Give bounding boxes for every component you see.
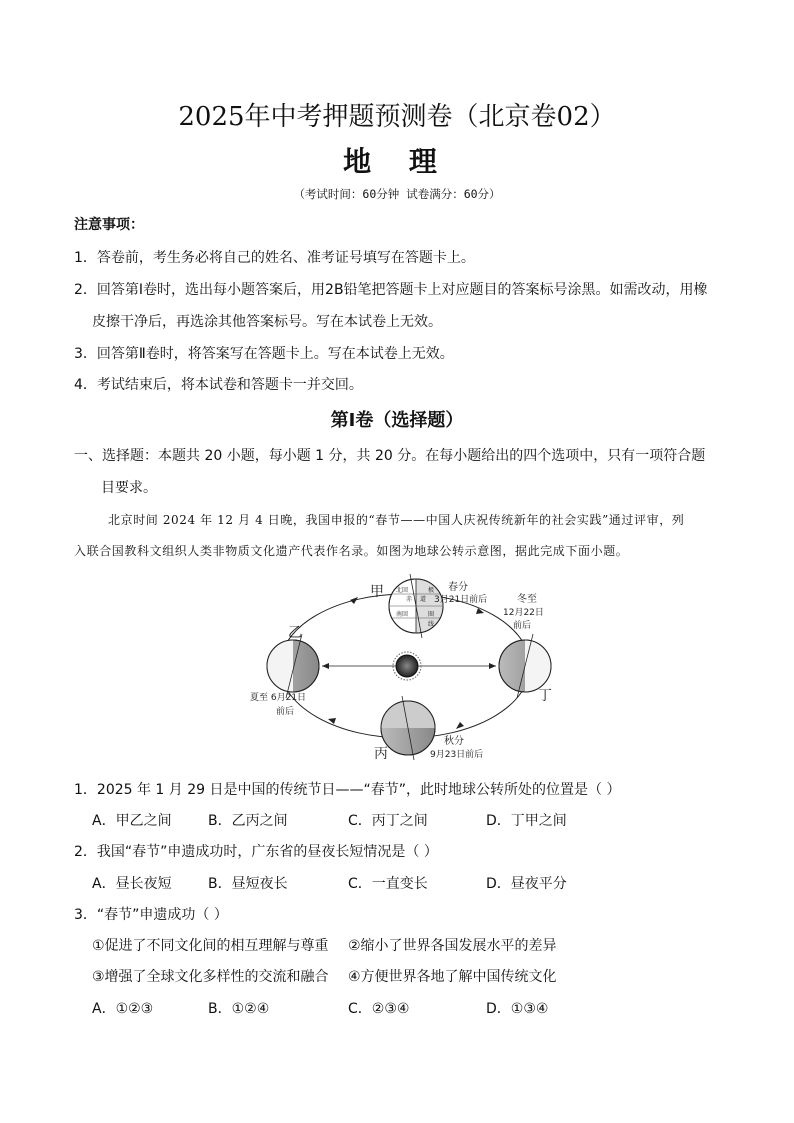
question-1-option-d[interactable]: D．丁甲之间 (486, 813, 567, 829)
notice-item-1: 1．答卷前，考生务必将自己的姓名、准考证号填写在答题卡上。 (74, 250, 475, 266)
question-1-option-c[interactable]: C．丙丁之间 (348, 813, 428, 829)
orbit-arrow-icon (476, 608, 484, 614)
notice-heading: 注意事项： (74, 217, 144, 233)
notice-item-2: 2．回答第Ⅰ卷时，选出每小题答案后，用2B铅笔把答题卡上对应题目的答案标号涂黑。如需改动，用橡 (74, 282, 708, 298)
passage-line-2: 入联合国教科文组织人类非物质文化遗产代表作名录。如图为地球公转示意图，据此完成下面小题。 (74, 544, 629, 558)
orbit-arrow-icon (350, 597, 358, 604)
question-1-stem: 1．2025 年 1 月 29 日是中国的传统节日——“春节”，此时地球公转所处的位置是（ ） (74, 782, 621, 798)
svg-text:道: 道 (420, 596, 427, 603)
label-jia: 甲 (370, 584, 384, 600)
question-2-option-d[interactable]: D．昼夜平分 (486, 876, 567, 892)
globe-left-icon (267, 634, 319, 698)
question-3-statement-2: ②缩小了世界各国发展水平的差异 (348, 938, 557, 954)
earth-revolution-diagram (250, 568, 560, 764)
question-2-option-c[interactable]: C．一直变长 (348, 876, 428, 892)
svg-text:南回: 南回 (396, 611, 409, 618)
section-title: 第Ⅰ卷（选择题） (330, 410, 464, 431)
svg-text:圈: 圈 (428, 611, 435, 618)
svg-text:赤: 赤 (406, 596, 413, 603)
question-2-option-b[interactable]: B．昼短夜长 (208, 876, 288, 892)
notice-item-3: 3．回答第Ⅱ卷时，将答案写在答题卡上。写在本试卷上无效。 (74, 346, 454, 362)
exam-title: 2025年中考押题预测卷（北京卷02） (178, 102, 616, 132)
label-dongzhi: 冬至 (517, 594, 537, 605)
sun-icon (396, 655, 418, 677)
question-3-stem: 3．“春节”申遗成功（ ） (74, 907, 228, 923)
section-instructions-cont: 目要求。 (101, 480, 157, 496)
svg-text:极: 极 (428, 587, 435, 594)
section-instructions: 一、选择题：本题共 20 小题，每小题 1 分，共 20 分。在每小题给出的四个选项中，只有一项符合题 (74, 448, 706, 464)
svg-text:北回: 北回 (396, 587, 409, 594)
passage-line-1: 北京时间 2024 年 12 月 4 日晚，我国申报的“春节——中国人庆祝传统新年的社会实践”通过评审，列 (108, 513, 685, 527)
question-1-option-a[interactable]: A．甲乙之间 (92, 813, 172, 829)
subject-title: 地 理 (343, 145, 451, 178)
label-qiufen-date: 9月23日前后 (430, 750, 484, 760)
question-3-option-d[interactable]: D．①③④ (486, 1001, 549, 1017)
svg-text:线: 线 (428, 621, 435, 628)
question-3-option-c[interactable]: C．②③④ (348, 1001, 410, 1017)
globe-bottom-icon (381, 696, 435, 760)
exam-info: （考试时间：60分钟 试卷满分：60分） (293, 187, 501, 201)
label-dongzhi-suffix: 前后 (513, 621, 532, 631)
question-3-option-b[interactable]: B．①②④ (208, 1001, 270, 1017)
label-dongzhi-date: 12月22日 (503, 608, 544, 618)
label-xiazhi: 夏至 6月21日 (250, 693, 307, 703)
question-3-statement-1: ①促进了不同文化间的相互理解与尊重 (92, 938, 329, 954)
orbit-arrow-icon (456, 722, 464, 729)
question-3-statement-4: ④方便世界各地了解中国传统文化 (348, 969, 557, 985)
question-2-stem: 2．我国“春节”申遗成功时，广东省的昼夜长短情况是（ ） (74, 844, 438, 860)
notice-item-4: 4．考试结束后，将本试卷和答题卡一并交回。 (74, 377, 363, 393)
label-bing: 丙 (374, 746, 388, 762)
notice-item-2-cont: 皮擦干净后，再选涂其他答案标号。写在本试卷上无效。 (92, 314, 442, 330)
label-xiazhi-suffix: 前后 (276, 707, 295, 717)
label-qiufen: 秋分 (444, 736, 464, 747)
question-1-option-b[interactable]: B．乙丙之间 (208, 813, 288, 829)
label-chunfen: 春分 (448, 582, 468, 593)
question-3-option-a[interactable]: A．①②③ (92, 1001, 154, 1017)
label-yi: 乙 (288, 625, 302, 641)
question-2-option-a[interactable]: A．昼长夜短 (92, 876, 172, 892)
label-chunfen-date: 3月21日前后 (434, 595, 488, 605)
globe-top-icon (389, 574, 443, 638)
label-ding: 丁 (538, 688, 552, 704)
question-3-statement-3: ③增强了全球文化多样性的交流和融合 (92, 969, 329, 985)
